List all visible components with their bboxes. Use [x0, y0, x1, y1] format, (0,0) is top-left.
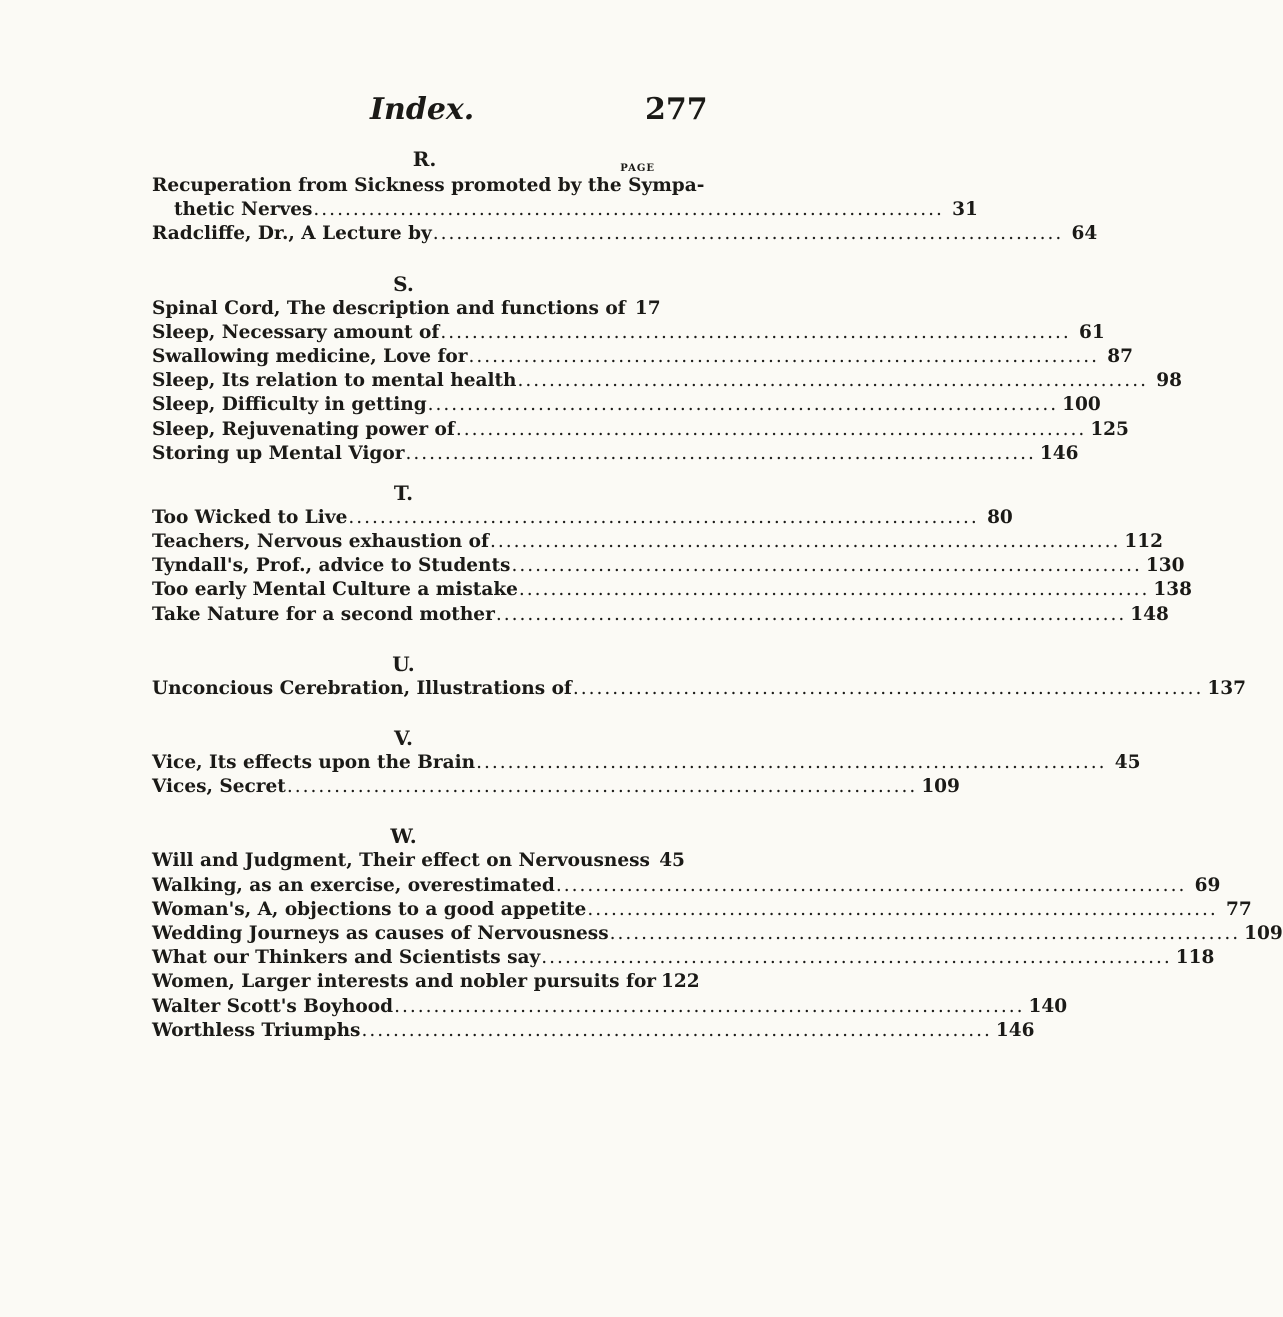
entry-text: Worthless Triumphs	[152, 1019, 361, 1041]
dot-leader: ................................................................................	[427, 394, 1059, 416]
entry-page: 17	[634, 297, 661, 319]
index-entry	[152, 530, 1164, 554]
index-entry	[152, 554, 1185, 578]
entry-text: Swallowing medicine, Love for	[152, 345, 468, 367]
index-entry	[152, 198, 978, 222]
index-entry	[152, 995, 1068, 1019]
entry-page: 31	[952, 199, 978, 221]
entry-page: 100	[1062, 394, 1101, 416]
index-entry	[152, 222, 1098, 246]
index-entry	[152, 506, 1013, 530]
index-entry	[152, 369, 1182, 393]
dot-leader: ................................................................................	[489, 531, 1121, 553]
entry-text: Storing up Mental Vigor	[152, 442, 405, 464]
dot-leader: ................................................................................	[517, 370, 1148, 392]
entry-text: Sleep, Its relation to mental health	[152, 370, 517, 392]
entry-page: 45	[1114, 752, 1141, 773]
entry-page: 109	[1244, 922, 1283, 944]
entry-text: Vices, Secret	[152, 776, 286, 798]
entry-text: Women, Larger interests and nobler pursuits for	[152, 971, 657, 993]
entry-page: 118	[1175, 947, 1215, 969]
dot-leader: ................................................................................	[394, 995, 1025, 1017]
dot-leader: ................................................................................	[405, 442, 1036, 464]
dot-leader: ................................................................................	[432, 223, 1064, 245]
entry-text: Sleep, Difficulty in getting	[152, 394, 427, 416]
entry-page: 98	[1156, 370, 1182, 392]
entry-text: Woman's, A, objections to a good appetite	[152, 898, 587, 920]
dot-leader: ................................................................................	[348, 506, 979, 528]
dot-leader: ................................................................................	[313, 199, 944, 221]
running-header	[0, 92, 800, 132]
entry-page: 130	[1145, 555, 1185, 577]
dot-leader: ................................................................................	[609, 922, 1241, 944]
entry-page: 140	[1028, 995, 1068, 1017]
dot-leader: ................................................................................	[518, 579, 1150, 601]
dot-leader: ................................................................................	[572, 677, 1204, 699]
dot-leader: ................................................................................	[440, 321, 1071, 343]
index-entry	[152, 297, 661, 321]
index-entry	[152, 751, 1141, 775]
entry-text: Take Nature for a second mother	[152, 603, 495, 625]
index-entry	[152, 898, 1252, 922]
index-entry	[152, 1019, 1035, 1043]
index-entry-line: Recuperation from Sickness promoted by the Sympa-	[152, 175, 705, 196]
index-entry	[152, 345, 1133, 369]
section-letter: R.	[412, 147, 437, 171]
index-entry	[152, 922, 1283, 946]
entry-text: Sleep, Rejuvenating power of	[152, 418, 455, 440]
dot-leader: ................................................................................	[511, 555, 1142, 577]
entry-page: 69	[1194, 874, 1221, 896]
entry-text: Too Wicked to Live	[152, 506, 348, 528]
index-entry	[152, 946, 1215, 970]
entry-text: Unconcious Cerebration, Illustrations of	[152, 677, 572, 699]
entry-text: Walking, as an exercise, overestimated	[152, 874, 555, 896]
dot-leader: ................................................................................	[468, 345, 1099, 367]
dot-leader: ................................................................................	[455, 418, 1087, 440]
entry-text: What our Thinkers and Scientists say	[152, 947, 541, 969]
entry-page: 61	[1079, 321, 1105, 343]
section-letter: U.	[392, 651, 415, 676]
index-entry	[152, 677, 1246, 701]
dot-leader: ................................................................................	[286, 776, 918, 798]
entry-page: 64	[1071, 223, 1098, 245]
index-entry	[152, 578, 1192, 602]
entry-text: Vice, Its effects upon the Brain	[152, 752, 476, 773]
index-entry	[152, 970, 700, 994]
dot-leader: ................................................................................	[361, 1019, 992, 1041]
entry-text: Wedding Journeys as causes of Nervousness	[152, 922, 609, 944]
dot-leader: ................................................................................	[541, 947, 1172, 969]
section-letter: V.	[394, 726, 413, 750]
entry-page: 146	[995, 1019, 1035, 1041]
entry-page: 45	[659, 850, 685, 872]
page-number: 277	[645, 92, 708, 127]
entry-page: 122	[661, 971, 700, 993]
entry-text: Radcliffe, Dr., A Lecture by	[152, 223, 432, 245]
entry-text: Teachers, Nervous exhaustion of	[152, 531, 489, 553]
entry-text: Sleep, Necessary amount of	[152, 321, 440, 343]
entry-page: 125	[1090, 418, 1129, 440]
entry-page: 137	[1207, 677, 1246, 699]
index-entry	[152, 775, 960, 799]
entry-text: Too early Mental Culture a mistake	[152, 579, 518, 601]
entry-text: Will and Judgment, Their effect on Nervousness	[152, 850, 650, 872]
index-entry	[152, 874, 1221, 898]
index-entry	[152, 442, 1079, 466]
dot-leader: ................................................................................	[495, 603, 1127, 625]
section-letter: S.	[393, 271, 414, 296]
entry-page: 109	[921, 776, 960, 798]
dot-leader: ................................................................................	[476, 752, 1107, 773]
dot-leader: ................................................................................	[587, 898, 1218, 920]
entry-page: 112	[1124, 531, 1164, 553]
entry-page: 146	[1039, 442, 1079, 464]
entry-text: thetic Nerves	[174, 199, 313, 221]
page-column-label: PAGE	[620, 163, 655, 174]
dot-leader: ................................................................................	[555, 874, 1187, 896]
index-entry	[152, 849, 685, 873]
section-heading-r	[152, 146, 655, 174]
entry-text: Spinal Cord, The description and functions of	[152, 297, 626, 319]
entry-page: 148	[1130, 603, 1169, 625]
entry-page: 77	[1226, 898, 1252, 920]
index-entry	[152, 418, 1129, 442]
index-entry	[152, 393, 1101, 417]
entry-text: Walter Scott's Boyhood	[152, 995, 394, 1017]
index-entry	[152, 603, 1169, 627]
entry-page: 80	[987, 506, 1013, 528]
running-title: Index.	[370, 92, 475, 127]
entry-text: Tyndall's, Prof., advice to Students	[152, 555, 511, 577]
entry-page: 87	[1107, 345, 1133, 367]
index-entry	[152, 321, 1105, 345]
section-letter: W.	[390, 824, 417, 849]
index-content	[152, 146, 1283, 1043]
section-letter: T.	[393, 480, 414, 505]
entry-page: 138	[1153, 579, 1192, 601]
